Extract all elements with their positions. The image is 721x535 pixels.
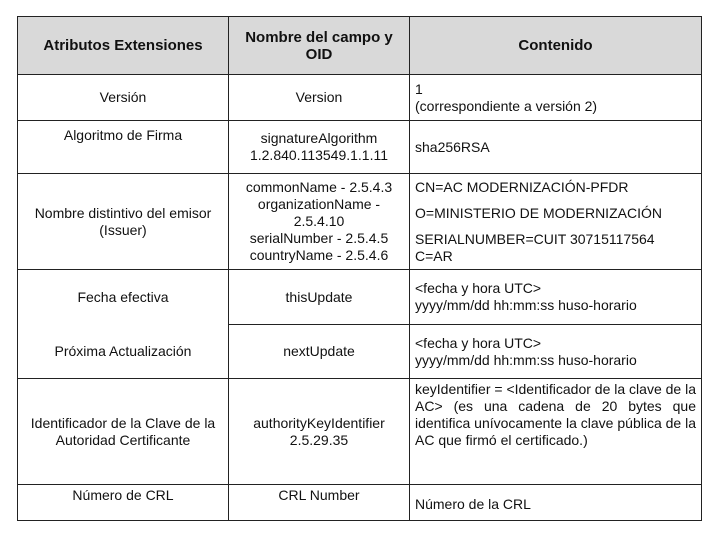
row-version xyxy=(18,75,702,121)
content-aki: keyIdentifier = <Identificador de la clave de la AC> (es una cadena de 20 bytes que identifica unívocamente la clave pública de la AC que firmó el certificado.) xyxy=(410,379,702,485)
field-next-update: nextUpdate xyxy=(229,325,410,379)
field-aki-name: authorityKeyIdentifier xyxy=(253,414,385,431)
content-version xyxy=(410,75,702,121)
content-signature: sha256RSA xyxy=(410,121,702,174)
content-version-line2: (correspondiente a versión 2) xyxy=(415,97,598,114)
header-field-oid: Nombre del campo y OID xyxy=(229,17,410,75)
row-crl-number xyxy=(18,485,702,521)
content-next-update-line2: yyyy/mm/dd hh:mm:ss huso-horario xyxy=(415,351,637,368)
attr-aki: Identificador de la Clave de la Autoridad Certificante xyxy=(18,379,229,485)
content-issuer xyxy=(410,174,702,270)
field-issuer-org: organizationName - 2.5.4.10 xyxy=(257,196,381,229)
row-authority-key-identifier xyxy=(18,379,702,485)
content-this-update xyxy=(410,270,702,325)
attr-next-update: Próxima Actualización xyxy=(54,342,192,359)
field-issuer-serial: serialNumber - 2.5.4.5 xyxy=(249,230,389,246)
content-issuer-cn: CN=AC MODERNIZACIÓN-PFDR xyxy=(415,178,629,195)
content-issuer-serial: SERIALNUMBER=CUIT 30715117564 xyxy=(415,230,655,247)
content-issuer-org: O=MINISTERIO DE MODERNIZACIÓN xyxy=(415,204,662,221)
field-this-update: thisUpdate xyxy=(229,270,410,325)
field-signature-name: signatureAlgorithm xyxy=(260,130,378,146)
field-aki-oid: 2.5.29.35 xyxy=(289,431,349,448)
attr-version: Versión xyxy=(18,75,229,121)
field-version: Version xyxy=(229,75,410,121)
content-version-line1: 1 xyxy=(415,80,423,97)
field-crl: CRL Number xyxy=(229,485,410,521)
attr-dates xyxy=(18,270,229,379)
field-issuer xyxy=(229,174,410,270)
field-issuer-country: countryName - 2.5.4.6 xyxy=(249,247,389,263)
header-row xyxy=(18,17,702,75)
attr-this-update: Fecha efectiva xyxy=(77,288,169,305)
header-attributes: Atributos Extensiones xyxy=(18,17,229,75)
attr-crl: Número de CRL xyxy=(18,485,229,521)
field-aki xyxy=(229,379,410,485)
attr-signature: Algoritmo de Firma xyxy=(18,121,229,174)
field-signature xyxy=(229,121,410,174)
row-signature xyxy=(18,121,702,174)
content-this-update-line2: yyyy/mm/dd hh:mm:ss huso-horario xyxy=(415,297,637,313)
row-issuer xyxy=(18,174,702,270)
crl-attributes-table xyxy=(17,16,702,521)
field-issuer-cn: commonName - 2.5.4.3 xyxy=(245,179,393,195)
content-next-update xyxy=(410,325,702,379)
content-next-update-line1: <fecha y hora UTC> xyxy=(415,334,542,351)
content-crl: Número de la CRL xyxy=(410,485,702,521)
field-signature-oid: 1.2.840.113549.1.1.11 xyxy=(249,147,389,163)
row-this-update xyxy=(18,270,702,325)
content-this-update-line1: <fecha y hora UTC> xyxy=(415,280,542,296)
header-content: Contenido xyxy=(410,17,702,75)
content-issuer-country: C=AR xyxy=(415,247,453,264)
attr-issuer: Nombre distintivo del emisor (Issuer) xyxy=(18,174,229,270)
